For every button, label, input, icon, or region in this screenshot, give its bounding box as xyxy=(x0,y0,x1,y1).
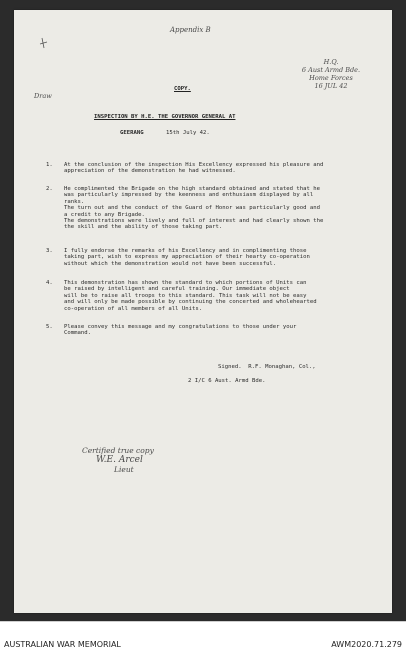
paragraph-5-line: Please convey this message and my congratulations to those under your xyxy=(64,324,297,330)
certified-text: Certified true copy xyxy=(82,446,154,455)
paragraph-4-line: will be to raise all troops to this standard. This task will not be easy xyxy=(64,292,307,299)
paragraph-4-line: and will only be made possible by continuing the concerted and wholehearted xyxy=(64,299,317,306)
hq-line-2: 6 Aust Armd Bde. xyxy=(301,66,361,74)
paragraph-2-line: He complimented the Brigade on the high standard obtained and stated that he xyxy=(64,186,320,192)
hq-line-3: Home Forces xyxy=(309,74,353,82)
paragraph-5 xyxy=(64,324,374,337)
paragraph-2-line: the skill and the ability of those taking part. xyxy=(64,224,223,231)
copy-label: COPY. xyxy=(174,86,191,92)
paragraph-number-2: 2. xyxy=(46,186,53,192)
paragraph-number-3: 3. xyxy=(46,248,53,254)
document-page xyxy=(14,10,392,613)
paragraph-4-line: This demonstration has shown the standard to which portions of Units can xyxy=(64,280,307,286)
paragraph-1-line: appreciation of the demonstration he had witnessed. xyxy=(64,168,236,175)
paragraph-3-line: without which the demonstration would not have been successful. xyxy=(64,260,277,267)
paragraph-number-4: 4. xyxy=(46,280,53,286)
footer-reference: AWM2020.71.279 xyxy=(331,640,402,649)
paragraph-4 xyxy=(64,280,374,312)
hq-stamp xyxy=(286,58,376,90)
archive-footer xyxy=(0,621,406,654)
paragraph-1 xyxy=(64,162,374,175)
hq-line-1: H.Q. xyxy=(323,58,339,66)
pin-mark xyxy=(38,36,50,52)
paragraph-2-line: a credit to any Brigade. xyxy=(64,211,145,218)
place-label: GEERANG xyxy=(120,130,144,136)
margin-annotation: Draw xyxy=(34,92,52,100)
signature-line: Signed. R.F. Monaghan, Col., xyxy=(218,364,316,370)
paragraph-number-1: 1. xyxy=(46,162,53,168)
hq-line-4: 16 JUL 42 xyxy=(314,82,348,90)
certification-note xyxy=(82,446,154,474)
paragraph-1-line: At the conclusion of the inspection His Excellency expressed his pleasure and xyxy=(64,162,324,168)
unit-line: 2 I/C 6 Aust. Armd Bde. xyxy=(188,378,266,384)
date-label: 15th July 42. xyxy=(166,130,210,136)
certifier-signature: W.E. Arcel xyxy=(96,455,143,465)
paragraph-2-line: The demonstrations were lively and full of interest and had clearly shown the xyxy=(64,218,324,225)
paragraph-2-line: The turn out and the conduct of the Guard of Honor was particularly good and xyxy=(64,205,320,212)
appendix-annotation: Appendix B xyxy=(170,26,211,34)
paragraph-2-line: ranks. xyxy=(64,198,85,205)
paragraph-3 xyxy=(64,248,374,267)
paragraph-2 xyxy=(64,186,374,231)
footer-institution: AUSTRALIAN WAR MEMORIAL xyxy=(4,640,121,649)
paragraph-4-line: co-operation of all members of all Units. xyxy=(64,305,203,312)
paragraph-3-line: I fully endorse the remarks of his Excellency and in complimenting those xyxy=(64,248,307,254)
paragraph-2-line: was particularly impressed by the keenness and enthusiasm displayed by all xyxy=(64,192,314,199)
certifier-rank: Lieut xyxy=(114,465,134,474)
paragraph-3-line: taking part, wish to express my appreciation of their hearty co-operation xyxy=(64,254,310,261)
paragraph-4-line: be raised by intelligent and careful training. Our immediate object xyxy=(64,286,290,293)
document-heading: INSPECTION BY H.E. THE GOVERNOR GENERAL AT xyxy=(94,114,236,120)
paragraph-5-line: Command. xyxy=(64,330,91,337)
paragraph-number-5: 5. xyxy=(46,324,53,330)
